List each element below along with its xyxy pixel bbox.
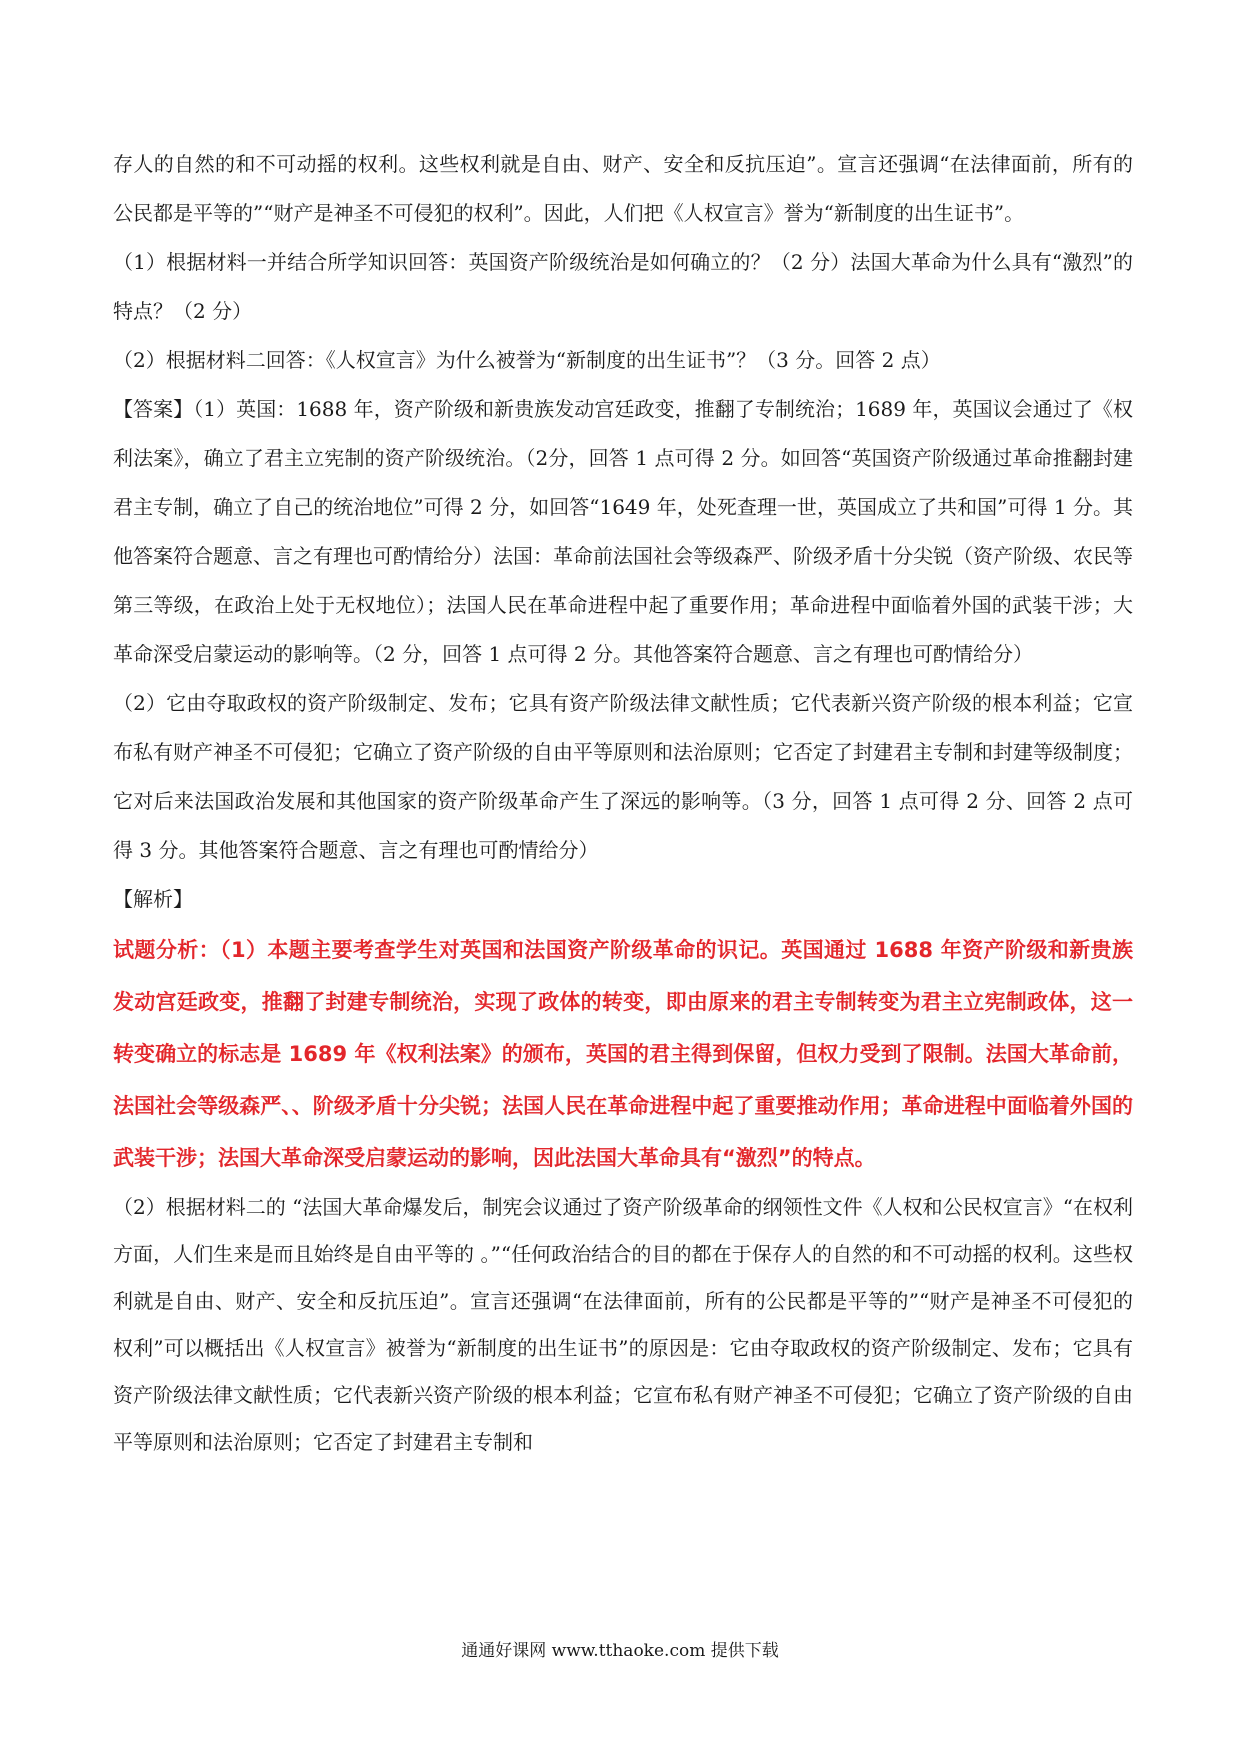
analysis-part-1-highlighted: 试题分析：（1）本题主要考查学生对英国和法国资产阶级革命的识记。英国通过 1688 年资产阶级和新贵族发动宫廷政变，推翻了封建专制统治，实现了政体的转变，即由原来的君主专制转变为君主立宪制政体，这一转变确立的标志是 1689 年《权利法案》的颁布，英国的君主得到保留，但权力受到了限制。法国大革命前，法国社会等级森严、、阶级矛盾十分尖锐；法国人民在革命进程中起了重要推动作用；革命进程中面临着外国的武装干涉；法国大革命深受启蒙运动的影响，因此法国大革命具有“激烈”的特点。 (113, 938, 1133, 1170)
document-body (113, 140, 1133, 1466)
answer-part-2: （2）它由夺取政权的资产阶级制定、发布；它具有资产阶级法律文献性质；它代表新兴资产阶级的根本利益；它宣布私有财产神圣不可侵犯；它确立了资产阶级的自由平等原则和法治原则；它否定了封建君主专制和封建等级制度；它对后来法国政治发展和其他国家的资产阶级革命产生了深远的影响等。（3 分，回答 1 点可得 2 分、回答 2 点可得 3 分。其他答案符合题意、言之有理也可酌情给分） (113, 691, 1133, 862)
analysis-part-2: （2）根据材料二的 “法国大革命爆发后，制宪会议通过了资产阶级革命的纲领性文件《人权和公民权宣言》“在权利方面，人们生来是而且始终是自由平等的 。”“任何政治结合的目的都在于保存人的自然的和不可动摇的权利。这些权利就是自由、财产、安全和反抗压迫”。宣言还强调“在法律面前，所有的公民都是平等的”“财产是神圣不可侵犯的权利”可以概括出《人权宣言》被誉为“新制度的出生证书”的原因是：它由夺取政权的资产阶级制定、发布；它具有资产阶级法律文献性质；它代表新兴资产阶级的根本利益；它宣布私有财产神圣不可侵犯；它确立了资产阶级的自由平等原则和法治原则；它否定了封建君主专制和 (113, 1195, 1133, 1454)
material-two-continuation: 存人的自然的和不可动摇的权利。这些权利就是自由、财产、安全和反抗压迫”。宣言还强调“在法律面前，所有的公民都是平等的”“财产是神圣不可侵犯的权利”。因此，人们把《人权宣言》誉为“新制度的出生证书”。 (113, 152, 1133, 225)
question-2: （2）根据材料二回答：《人权宣言》为什么被誉为“新制度的出生证书”？（3 分。回答 2 点） (113, 348, 941, 372)
analysis-heading: 【解析】 (113, 887, 193, 911)
page-footer: 通通好课网 www.tthaoke.com 提供下载 (461, 1641, 779, 1661)
answer-part-1: 【答案】（1）英国：1688 年，资产阶级和新贵族发动宫廷政变，推翻了专制统治；1689 年，英国议会通过了《权利法案》，确立了君主立宪制的资产阶级统治。（2分，回答 1 点可得 2 分。如回答“英国资产阶级通过革命推翻封建君主专制，确立了自己的统治地位”可得 2 分，如回答“1649 年，处死查理一世，英国成立了共和国”可得 1 分。其他答案符合题意、言之有理也可酌情给分）法国：革命前法国社会等级森严、阶级矛盾十分尖锐（资产阶级、农民等第三等级，在政治上处于无权地位）；法国人民在革命进程中起了重要作用；革命进程中面临着外国的武装干涉；大革命深受启蒙运动的影响等。（2 分，回答 1 点可得 2 分。其他答案符合题意、言之有理也可酌情给分） (113, 397, 1133, 666)
question-1: （1）根据材料一并结合所学知识回答：英国资产阶级统治是如何确立的？（2 分）法国大革命为什么具有“激烈”的特点？（2 分） (113, 250, 1133, 323)
